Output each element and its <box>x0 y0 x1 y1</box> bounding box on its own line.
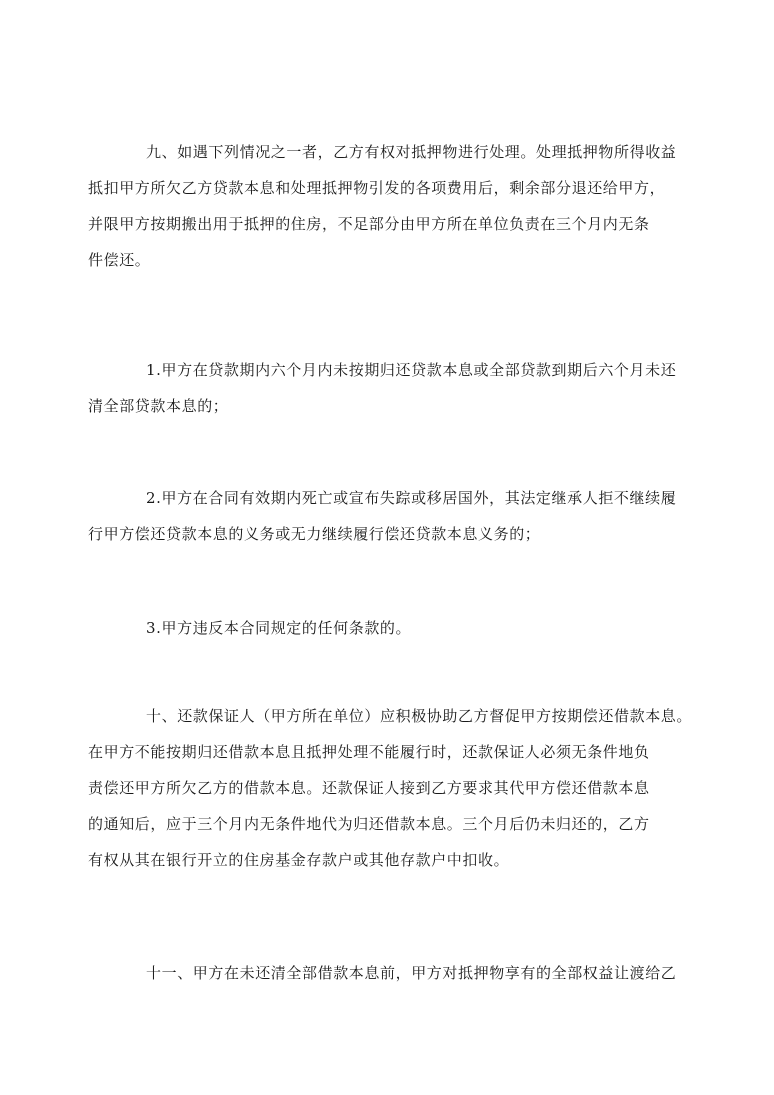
text-line: 行甲方偿还贷款本息的义务或无力继续履行偿还贷款本息义务的； <box>88 525 541 543</box>
clause-9-item-3-paragraph <box>88 610 698 646</box>
clause-9-item-1-paragraph <box>88 352 698 424</box>
text-line: 九、如遇下列情况之一者，乙方有权对抵押物进行处理。处理抵押物所得收益 <box>146 143 677 161</box>
text-line: 的通知后，应于三个月内无条件地代为归还借款本息。三个月后仍未归还的，乙方 <box>88 815 650 833</box>
text-line: 1.甲方在贷款期内六个月内未按期归还贷款本息或全部贷款到期后六个月未还 <box>146 361 677 379</box>
text-line: 抵扣甲方所欠乙方贷款本息和处理抵押物引发的各项费用后，剩余部分退还给甲方， <box>88 179 666 197</box>
clause-9-paragraph <box>88 134 698 278</box>
clause-9-item-2-paragraph <box>88 480 698 552</box>
text-line: 清全部贷款本息的； <box>88 397 229 415</box>
text-line: 在甲方不能按期归还借款本息且抵押处理不能履行时，还款保证人必须无条件地负 <box>88 743 650 761</box>
text-line: 2.甲方在合同有效期内死亡或宣布失踪或移居国外，其法定继承人拒不继续履 <box>146 489 677 507</box>
text-line: 责偿还甲方所欠乙方的借款本息。还款保证人接到乙方要求其代甲方偿还借款本息 <box>88 779 650 797</box>
text-line: 十一、甲方在未还清全部借款本息前，甲方对抵押物享有的全部权益让渡给乙 <box>146 964 677 982</box>
text-line: 并限甲方按期搬出用于抵押的住房，不足部分由甲方所在单位负责在三个月内无条 <box>88 215 650 233</box>
text-line: 有权从其在银行开立的住房基金存款户或其他存款户中扣收。 <box>88 851 510 869</box>
clause-11-paragraph <box>88 955 698 991</box>
text-line: 3.甲方违反本合同规定的任何条款的。 <box>146 619 412 637</box>
text-line: 件偿还。 <box>88 251 151 269</box>
text-line: 十、还款保证人（甲方所在单位）应积极协助乙方督促甲方按期偿还借款本息。 <box>146 707 693 725</box>
clause-10-paragraph <box>88 698 698 878</box>
